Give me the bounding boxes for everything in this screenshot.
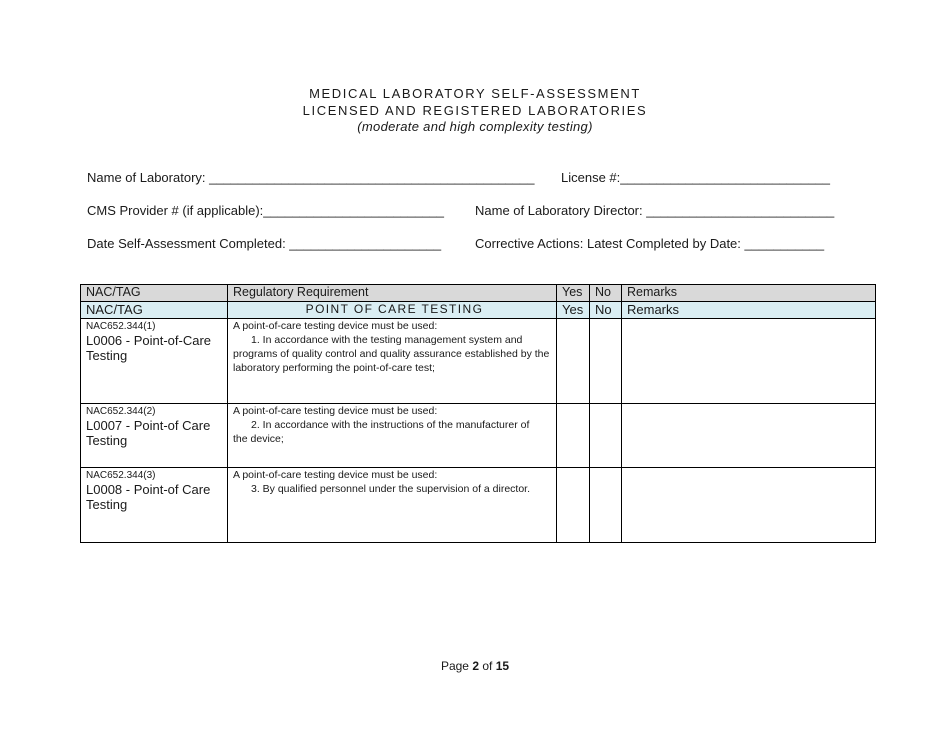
header-yes: Yes [557,285,590,302]
nac-code: NAC652.344(1) [86,321,156,332]
requirement-continued: programs of quality control and quality assurance established by the laboratory performing the point-of-care test; [233,348,550,374]
requirement-cell [228,468,557,543]
header-requirement: Regulatory Requirement [228,285,557,302]
table-row [81,468,876,543]
no-cell[interactable] [590,319,622,404]
remarks-cell[interactable] [622,319,876,404]
tag-cell [81,404,228,468]
requirement-item: 3. By qualified personnel under the supervision of a director. [251,483,531,495]
no-cell[interactable] [590,404,622,468]
requirement-lead: A point-of-care testing device must be used: [233,405,438,417]
lab-name-field[interactable]: Name of Laboratory: _____________________________________________ [87,170,535,185]
page-footer [0,659,950,673]
document-title: MEDICAL LABORATORY SELF-ASSESSMENT [309,86,641,101]
yes-cell[interactable] [557,319,590,404]
section-no: No [590,302,622,319]
table-row [81,319,876,404]
header-remarks: Remarks [622,285,876,302]
section-title: POINT OF CARE TESTING [228,302,557,319]
requirement-lead: A point-of-care testing device must be used: [233,469,438,481]
tag-cell [81,319,228,404]
cms-provider-field[interactable]: CMS Provider # (if applicable):_________________________ [87,203,445,218]
nac-code: NAC652.344(3) [86,470,156,481]
section-tag: NAC/TAG [81,302,228,319]
tag-cell [81,468,228,543]
corrective-actions-field[interactable]: Corrective Actions: Latest Completed by Date: ___________ [475,236,825,251]
section-header-row [81,302,876,319]
requirement-cell [228,319,557,404]
page-label: Page [440,659,469,673]
remarks-cell[interactable] [622,404,876,468]
license-field[interactable]: License #:_____________________________ [561,170,830,185]
requirement-continued: the device; [233,433,284,445]
page-total: 15 [495,659,510,673]
document-subtitle: LICENSED AND REGISTERED LABORATORIES [302,103,648,118]
no-cell[interactable] [590,468,622,543]
header-tag: NAC/TAG [81,285,228,302]
tag-label: L0006 - Point-of-Care Testing [86,333,212,363]
tag-label: L0008 - Point-of Care Testing [86,482,211,512]
date-completed-field[interactable]: Date Self-Assessment Completed: _____________________ [87,236,442,251]
document-scope: (moderate and high complexity testing) [357,119,593,134]
remarks-cell[interactable] [622,468,876,543]
header-no: No [590,285,622,302]
requirement-item: 2. In accordance with the instructions of the manufacturer of [251,419,530,431]
of-label: of [482,659,493,673]
page-current: 2 [472,659,479,673]
requirement-item: 1. In accordance with the testing management system and [251,334,523,346]
tag-label: L0007 - Point-of Care Testing [86,418,211,448]
requirement-cell [228,404,557,468]
yes-cell[interactable] [557,468,590,543]
nac-code: NAC652.344(2) [86,406,156,417]
yes-cell[interactable] [557,404,590,468]
section-remarks: Remarks [622,302,876,319]
requirement-lead: A point-of-care testing device must be used: [233,320,438,332]
lab-director-field[interactable]: Name of Laboratory Director: __________________________ [475,203,835,218]
table-header-row [81,285,876,302]
assessment-table [80,284,876,543]
section-yes: Yes [557,302,590,319]
table-row [81,404,876,468]
